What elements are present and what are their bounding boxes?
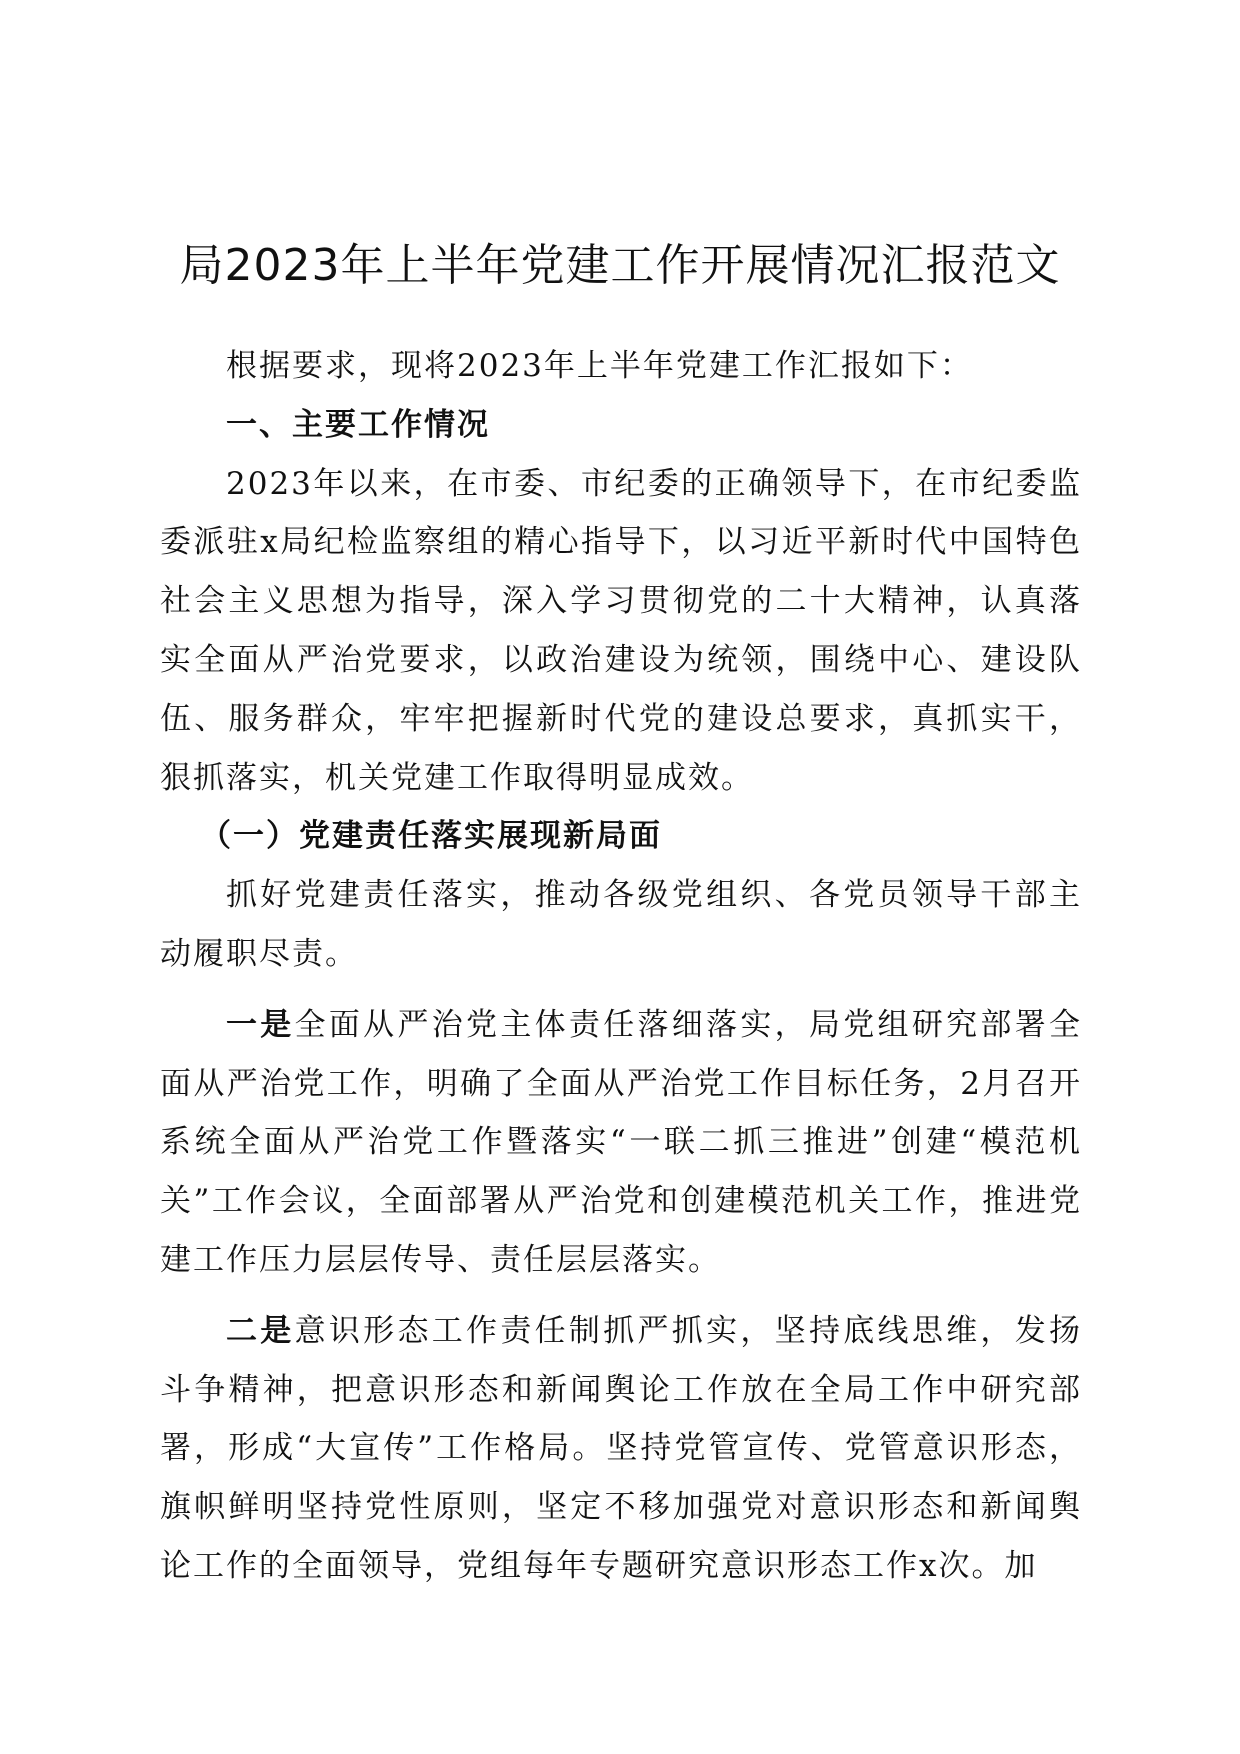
overview-paragraph: 2023年以来，在市委、市纪委的正确领导下，在市纪委监委派驻x局纪检监察组的精心指导下，以习近平新时代中国特色社会主义思想为指导，深入学习贯彻党的二十大精神，认真落实全面从严治党要求，以政治建设为统领，围绕中心、建设队伍、服务群众，牢牢把握新时代党的建设总要求，真抓实干，狠抓落实，机关党建工作取得明显成效。 — [160, 465, 1082, 796]
document-body — [160, 337, 1082, 1596]
point-one-paragraph — [160, 996, 1082, 1290]
section-heading: 一、主要工作情况 — [226, 406, 490, 443]
point-two-text: 意识形态工作责任制抓严抓实，坚持底线思维，发扬斗争精神，把意识形态和新闻舆论工作放在全局工作中研究部署，形成“大宣传”工作格局。坚持党管宣传、党管意识形态，旗帜鲜明坚持党性原则，坚定不移加强党对意识形态和新闻舆论工作的全面领导，党组每年专题研究意识形态工作x次。加 — [160, 1312, 1083, 1584]
subsection-heading: （一）党建责任落实展现新局面 — [200, 818, 662, 855]
point-one-lead: 一是 — [226, 1006, 295, 1043]
summary-paragraph: 抓好党建责任落实，推动各级党组织、各党员领导干部主动履职尽责。 — [160, 877, 1082, 972]
point-two-paragraph — [160, 1302, 1082, 1596]
intro-paragraph: 根据要求，现将2023年上半年党建工作汇报如下： — [226, 348, 973, 384]
point-one-text: 全面从严治党主体责任落细落实，局党组研究部署全面从严治党工作，明确了全面从严治党工作目标任务，2月召开系统全面从严治党工作暨落实“一联二抓三推进”创建“模范机关”工作会议，全面部署从严治党和创建模范机关工作，推进党建工作压力层层传导、责任层层落实。 — [160, 1006, 1083, 1278]
point-two-lead: 二是 — [226, 1312, 295, 1349]
document-title: 局2023年上半年党建工作开展情况汇报范文 — [179, 240, 1061, 291]
